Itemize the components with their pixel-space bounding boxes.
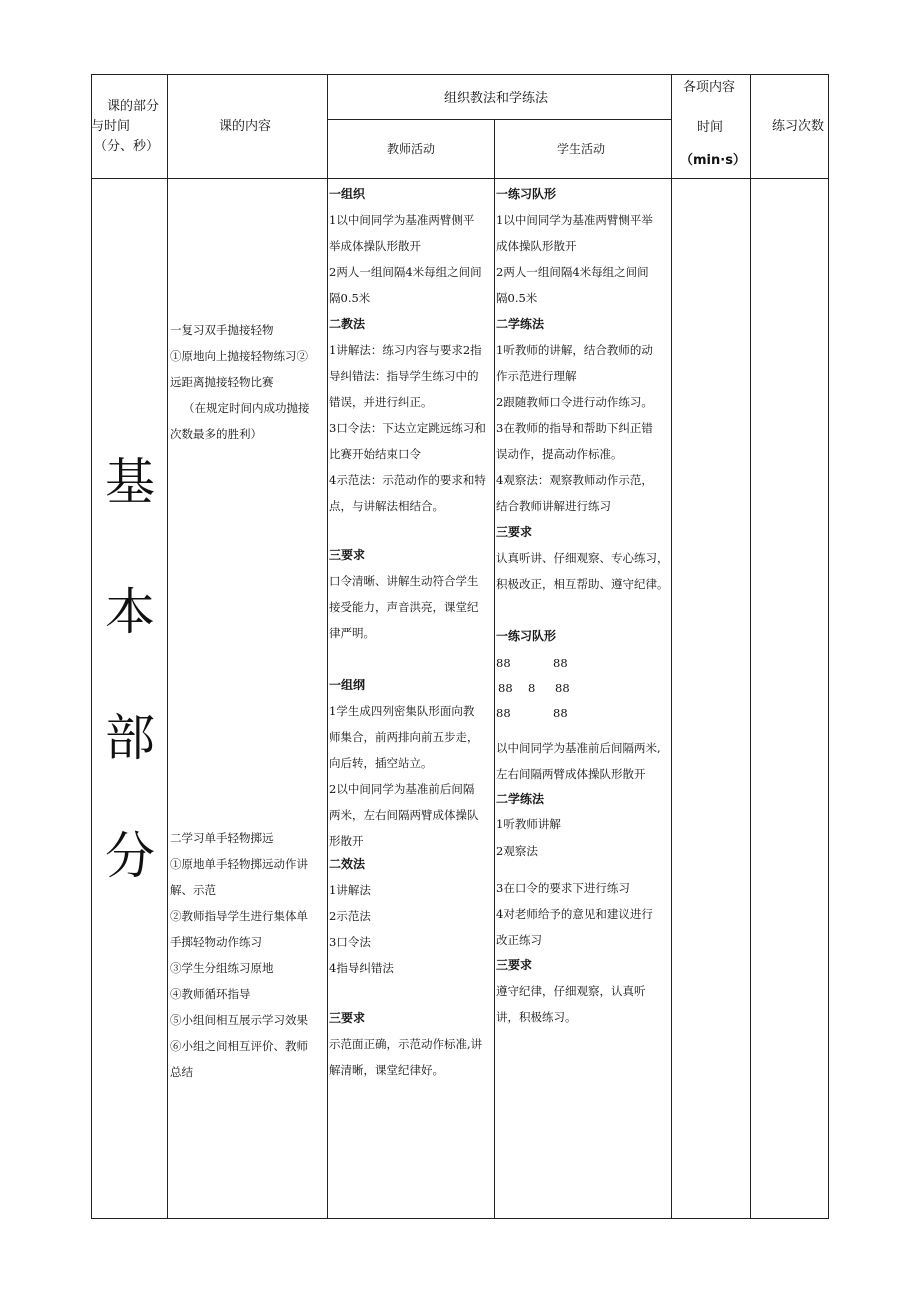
teacher-line: 向后转，插空站立。 bbox=[329, 756, 433, 770]
section-title-char-2: 本 bbox=[105, 583, 155, 641]
teacher-line: 示范面正确，示范动作标准,讲 bbox=[329, 1037, 483, 1051]
student-line: 结合教师讲解进行练习 bbox=[496, 499, 611, 513]
table-bottom-border bbox=[91, 1218, 829, 1219]
header-sub-divider bbox=[327, 119, 671, 120]
table-left-border bbox=[91, 74, 92, 1219]
teacher-heading: 二效法 bbox=[329, 857, 366, 871]
student-line: 4对老师给予的意见和建议进行 bbox=[496, 907, 653, 921]
content-line: 总结 bbox=[170, 1065, 193, 1079]
formation-mark: 88 bbox=[553, 706, 568, 720]
col-divider-student bbox=[494, 119, 495, 1219]
teacher-line: 4指导纠错法 bbox=[329, 961, 394, 975]
student-line: 改正练习 bbox=[496, 933, 542, 947]
student-heading: 三要求 bbox=[496, 525, 533, 539]
header-items-line1: 各项内容 bbox=[683, 80, 736, 95]
teacher-heading: 一组纲 bbox=[329, 678, 366, 692]
teacher-line: 形散开 bbox=[329, 834, 364, 848]
teacher-line: 3口令法 bbox=[329, 935, 371, 949]
content-line: ③学生分组练习原地 bbox=[170, 961, 274, 975]
content-line: 解、示范 bbox=[170, 883, 216, 897]
col-divider-count bbox=[750, 74, 751, 1219]
content-line: ②教师指导学生进行集体单 bbox=[170, 909, 308, 923]
student-line: 成体操队形散开 bbox=[496, 239, 577, 253]
header-org-methods: 组织教法和学练法 bbox=[444, 91, 549, 106]
formation-mark: 88 bbox=[553, 656, 568, 670]
teacher-line: 点，与讲解法相结合。 bbox=[329, 499, 444, 513]
formation-mark: 88 bbox=[496, 706, 511, 720]
student-heading: 二学练法 bbox=[496, 317, 545, 331]
teacher-line: 2两人一组间隔4米每组之间间 bbox=[329, 265, 482, 279]
student-line: 认真听讲、仔细观察、专心练习， bbox=[496, 551, 669, 565]
teacher-heading: 三要求 bbox=[329, 1011, 366, 1025]
student-line: 遵守纪律，仔细观察，认真听 bbox=[496, 984, 646, 998]
teacher-line: 1讲解法 bbox=[329, 883, 371, 897]
teacher-line: 举成体操队形散开 bbox=[329, 239, 421, 253]
formation-mark: 88 bbox=[496, 656, 511, 670]
student-line: 1以中间同学为基准两臂恻平举 bbox=[496, 213, 653, 227]
student-heading: 一练习队形 bbox=[496, 629, 557, 643]
col-divider-time bbox=[671, 74, 672, 1219]
table-right-border bbox=[828, 74, 829, 1219]
teacher-line: 1以中间同学为基准两臂侧平 bbox=[329, 213, 475, 227]
student-heading: 一练习队形 bbox=[496, 187, 557, 201]
header-part-time-line1: 课的部分 bbox=[107, 99, 160, 114]
teacher-heading: 二教法 bbox=[329, 317, 366, 331]
table-top-border bbox=[91, 74, 829, 75]
formation-mark: 88 bbox=[498, 681, 513, 695]
content-line: ④教师循环指导 bbox=[170, 987, 251, 1001]
header-part-time-line2: 与时间 bbox=[91, 119, 131, 134]
student-line: 讲，积极练习。 bbox=[496, 1010, 577, 1024]
teacher-line: 2示范法 bbox=[329, 909, 371, 923]
teacher-heading: 三要求 bbox=[329, 548, 366, 562]
student-line: 误动作，提高动作标准。 bbox=[496, 447, 623, 461]
col-divider-teacher bbox=[327, 74, 328, 1219]
header-practice-count: 练习次数 bbox=[772, 119, 825, 134]
content-line: ⑤小组间相互展示学习效果 bbox=[170, 1013, 308, 1027]
teacher-line: 错误，并进行纠正。 bbox=[329, 395, 433, 409]
teacher-line: 接受能力，声音洪亮，课堂纪 bbox=[329, 600, 479, 614]
teacher-line: 1讲解法：练习内容与要求2指 bbox=[329, 343, 482, 357]
teacher-line: 解清晰，课堂纪律好。 bbox=[329, 1063, 444, 1077]
header-content: 课的内容 bbox=[219, 119, 272, 134]
student-heading: 三要求 bbox=[496, 958, 533, 972]
teacher-heading: 一组织 bbox=[329, 187, 366, 201]
formation-mark: 8 bbox=[528, 681, 536, 695]
content-line: ⑥小组之间相互评价、教师 bbox=[170, 1039, 308, 1053]
teacher-line: 律严明。 bbox=[329, 626, 375, 640]
teacher-line: 两米，左右间隔两臂成体操队 bbox=[329, 808, 479, 822]
header-part-time-line3: （分、秒） bbox=[94, 139, 160, 154]
student-line: 1听教师讲解 bbox=[496, 817, 561, 831]
student-line: 1听教师的讲解，结合教师的动 bbox=[496, 343, 653, 357]
student-heading: 二学练法 bbox=[496, 792, 545, 806]
student-line: 3在教师的指导和帮助下纠正错 bbox=[496, 421, 653, 435]
student-line: 2两人一组间隔4米每组之间间 bbox=[496, 265, 649, 279]
teacher-line: 口令清晰、讲解生动符合学生 bbox=[329, 574, 479, 588]
student-line: 隔0.5米 bbox=[496, 291, 538, 305]
content-line: ①原地向上抛接轻物练习② bbox=[170, 349, 308, 363]
teacher-line: 4示范法：示范动作的要求和特 bbox=[329, 473, 486, 487]
teacher-line: 1学生成四列密集队形面向教 bbox=[329, 704, 475, 718]
student-line: 积极改正，相互帮助、遵守纪律。 bbox=[496, 577, 669, 591]
student-line: 作示范进行理解 bbox=[496, 369, 577, 383]
student-line: 4观察法：观察教师动作示范， bbox=[496, 473, 653, 487]
teacher-line: 3口令法：下达立定跳远练习和 bbox=[329, 421, 486, 435]
content-line: 手掷轻物动作练习 bbox=[170, 935, 262, 949]
student-line: 2跟随教师口令进行动作练习。 bbox=[496, 395, 653, 409]
student-line: 左右间隔两臂成体操队形散开 bbox=[496, 767, 646, 781]
content-line: ①原地单手轻物掷远动作讲 bbox=[170, 857, 308, 871]
section-title-char-4: 分 bbox=[105, 827, 155, 885]
content-line: 一复习双手抛接轻物 bbox=[170, 323, 274, 337]
col-divider-content bbox=[167, 74, 168, 1219]
teacher-line: 隔0.5米 bbox=[329, 291, 371, 305]
student-line: 2观察法 bbox=[496, 844, 538, 858]
header-bottom-border bbox=[91, 178, 829, 179]
teacher-line: 比赛开始结束口令 bbox=[329, 447, 421, 461]
section-title-char-1: 基 bbox=[105, 453, 155, 511]
formation-mark: 88 bbox=[555, 681, 570, 695]
content-line: 远距离抛接轻物比赛 bbox=[170, 375, 274, 389]
student-line: 以中间同学为基准前后间隔两米, bbox=[496, 741, 661, 755]
teacher-line: 2以中间同学为基准前后间隔 bbox=[329, 782, 475, 796]
content-line: 次数最多的胜利） bbox=[170, 427, 262, 441]
student-line: 3在口令的要求下进行练习 bbox=[496, 881, 630, 895]
header-items-line2: 时间 bbox=[697, 120, 724, 135]
section-title-char-3: 部 bbox=[105, 709, 155, 767]
content-line: （在规定时间内成功抛接 bbox=[183, 401, 310, 415]
header-items-line3: （min·s） bbox=[680, 153, 746, 168]
content-line: 二学习单手轻物掷远 bbox=[170, 831, 274, 845]
header-student-activity: 学生活动 bbox=[557, 142, 606, 156]
header-teacher-activity: 教师活动 bbox=[387, 142, 436, 156]
teacher-line: 师集合，前两排向前五步走， bbox=[329, 730, 479, 744]
teacher-line: 导纠错法：指导学生练习中的 bbox=[329, 369, 479, 383]
